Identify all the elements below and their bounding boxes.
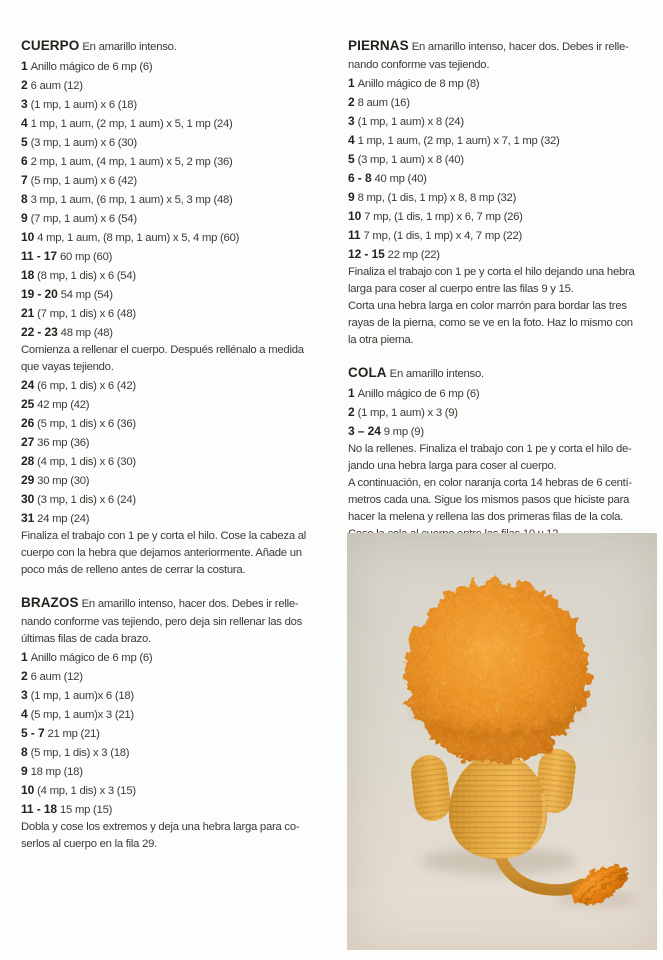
line-text: 18 mp (18) <box>30 766 83 778</box>
row-number: 19 - 20 <box>21 287 58 301</box>
line-text: 36 mp (36) <box>37 437 90 449</box>
pattern-row <box>21 762 336 781</box>
row-number: 11 <box>348 228 361 242</box>
line-text: (3 mp, 1 dis) x 6 (24) <box>37 494 136 506</box>
line-text: 6 aum (12) <box>30 80 83 92</box>
line-text: 60 mp (60) <box>60 251 113 263</box>
row-number: 22 - 23 <box>21 325 58 339</box>
pattern-row <box>21 705 336 724</box>
section-title: PIERNAS <box>348 38 409 53</box>
row-number: 27 <box>21 435 35 449</box>
pattern-text <box>21 528 336 545</box>
line-text: (4 mp, 1 dis) x 6 (30) <box>37 456 136 468</box>
row-number: 6 - 8 <box>348 171 372 185</box>
row-number: 1 <box>21 650 28 664</box>
row-number: 30 <box>21 492 35 506</box>
section-title: BRAZOS <box>21 595 79 610</box>
left-column <box>21 36 336 853</box>
line-text: Corta una hebra larga en color marrón para bordar las tres <box>348 300 627 312</box>
pattern-row <box>21 800 336 819</box>
pattern-row <box>21 152 336 171</box>
pattern-row <box>21 209 336 228</box>
right-column <box>348 36 656 543</box>
pattern-row <box>348 245 656 264</box>
pattern-row <box>348 150 656 169</box>
section-header <box>21 36 336 57</box>
row-number: 25 <box>21 397 35 411</box>
line-text: 3 mp, 1 aum, (6 mp, 1 aum) x 5, 3 mp (48) <box>30 194 233 206</box>
line-text: (1 mp, 1 aum) x 3 (9) <box>357 407 458 419</box>
row-number: 1 <box>348 386 355 400</box>
lion-mane <box>405 580 589 764</box>
row-number: 10 <box>21 230 35 244</box>
lion-arm-left <box>409 753 453 823</box>
lion-body <box>449 753 547 859</box>
pattern-text <box>21 631 336 648</box>
pattern-row <box>21 414 336 433</box>
pattern-row <box>21 171 336 190</box>
row-number: 28 <box>21 454 35 468</box>
row-number: 18 <box>21 268 35 282</box>
pattern-text <box>348 458 656 475</box>
row-number: 6 <box>21 154 28 168</box>
pattern-row <box>21 228 336 247</box>
line-text: (7 mp, 1 aum) x 6 (54) <box>30 213 137 225</box>
line-text: 21 mp (21) <box>47 728 100 740</box>
row-number: 5 - 7 <box>21 726 45 740</box>
line-text: 22 mp (22) <box>387 249 440 261</box>
section-header <box>348 363 656 384</box>
line-text: (1 mp, 1 aum) x 8 (24) <box>357 116 464 128</box>
row-number: 4 <box>21 707 28 721</box>
line-text: 15 mp (15) <box>60 804 113 816</box>
pattern-row <box>348 131 656 150</box>
row-number: 10 <box>348 209 362 223</box>
line-text: 8 mp, (1 dis, 1 mp) x 8, 8 mp (32) <box>357 192 517 204</box>
section-title: COLA <box>348 365 387 380</box>
pattern-text <box>348 315 656 332</box>
row-number: 9 <box>21 764 28 778</box>
row-number: 31 <box>21 511 35 525</box>
pattern-row <box>21 133 336 152</box>
line-text: En amarillo intenso, hacer dos. Debes ir relle- <box>81 598 299 610</box>
line-text: (5 mp, 1 dis) x 3 (18) <box>30 747 130 759</box>
row-number: 8 <box>21 745 28 759</box>
line-text: 9 mp (9) <box>383 426 424 438</box>
pattern-row <box>21 667 336 686</box>
pattern-text <box>21 359 336 376</box>
pattern-text <box>21 342 336 359</box>
pattern-row <box>348 112 656 131</box>
line-text: serlos al cuerpo en la fila 29. <box>21 838 158 850</box>
pattern-row <box>348 169 656 188</box>
pattern-row <box>21 266 336 285</box>
pattern-row <box>348 207 656 226</box>
row-number: 29 <box>21 473 35 487</box>
section-header <box>21 593 336 614</box>
line-text: (3 mp, 1 aum) x 8 (40) <box>357 154 464 166</box>
line-text: que vayas tejiendo. <box>21 361 114 373</box>
line-text: Anillo mágico de 6 mp (6) <box>30 61 153 73</box>
line-text: nando conforme vas tejiendo, pero deja sin rellenar las dos <box>21 616 303 628</box>
row-number: 8 <box>21 192 28 206</box>
line-text: 42 mp (42) <box>37 399 90 411</box>
pattern-text <box>348 509 656 526</box>
pattern-text <box>348 332 656 349</box>
section-header <box>348 36 656 57</box>
pattern-row <box>21 743 336 762</box>
line-text: 2 mp, 1 aum, (4 mp, 1 aum) x 5, 2 mp (36) <box>30 156 233 168</box>
pattern-row <box>21 648 336 667</box>
line-text: 6 aum (12) <box>30 671 83 683</box>
line-text: (6 mp, 1 dis) x 6 (42) <box>37 380 136 392</box>
row-number: 26 <box>21 416 35 430</box>
row-number: 2 <box>21 669 28 683</box>
line-text: (7 mp, 1 dis) x 6 (48) <box>37 308 136 320</box>
pattern-text <box>348 298 656 315</box>
pattern-text <box>21 562 336 579</box>
line-text: (5 mp, 1 aum)x 3 (21) <box>30 709 134 721</box>
line-text: 54 mp (54) <box>60 289 113 301</box>
line-text: Anillo mágico de 6 mp (6) <box>357 388 480 400</box>
pattern-text <box>21 836 336 853</box>
pattern-row <box>21 304 336 323</box>
pattern-row <box>21 395 336 414</box>
pattern-row <box>21 490 336 509</box>
pattern-text <box>348 475 656 492</box>
line-text: metros cada una. Sigue los mismos pasos que hiciste para <box>348 494 630 506</box>
pattern-row <box>348 384 656 403</box>
pattern-row <box>21 323 336 342</box>
row-number: 9 <box>21 211 28 225</box>
row-number: 10 <box>21 783 35 797</box>
pattern-row <box>21 781 336 800</box>
pattern-row <box>21 376 336 395</box>
pattern-text <box>21 614 336 631</box>
row-number: 2 <box>21 78 28 92</box>
line-text: En amarillo intenso. <box>82 41 177 53</box>
row-number: 12 - 15 <box>348 247 385 261</box>
pattern-row <box>21 471 336 490</box>
line-text: Finaliza el trabajo con 1 pe y corta el hilo. Cose la cabeza al <box>21 530 307 542</box>
row-number: 11 - 18 <box>21 802 57 816</box>
line-text: 1 mp, 1 aum, (2 mp, 1 aum) x 5, 1 mp (24) <box>30 118 233 130</box>
row-number: 2 <box>348 405 355 419</box>
pattern-row <box>21 686 336 705</box>
pattern-text <box>21 819 336 836</box>
line-text: 4 mp, 1 aum, (8 mp, 1 aum) x 5, 4 mp (60) <box>37 232 240 244</box>
row-number: 7 <box>21 173 28 187</box>
row-number: 3 <box>21 688 28 702</box>
pattern-row <box>21 509 336 528</box>
line-text: Comienza a rellenar el cuerpo. Después rellénalo a medida <box>21 344 304 356</box>
pattern-row <box>21 724 336 743</box>
row-number: 1 <box>348 76 355 90</box>
pattern-row <box>21 285 336 304</box>
pattern-row <box>21 247 336 266</box>
line-text: (3 mp, 1 aum) x 6 (30) <box>30 137 137 149</box>
line-text: Anillo mágico de 6 mp (6) <box>30 652 153 664</box>
line-text: cuerpo con la hebra que dejamos anteriormente. Añade un <box>21 547 302 559</box>
pattern-text <box>348 281 656 298</box>
line-text: rayas de la pierna, como se ve en la foto. Haz lo mismo con <box>348 317 633 329</box>
pattern-text <box>348 57 656 74</box>
line-text: 7 mp, (1 dis, 1 mp) x 4, 7 mp (22) <box>363 230 522 242</box>
line-text: A continuación, en color naranja corta 14 hebras de 6 centí- <box>348 477 632 489</box>
row-number: 5 <box>348 152 355 166</box>
line-text: (1 mp, 1 aum) x 6 (18) <box>30 99 137 111</box>
pattern-text <box>348 492 656 509</box>
line-text: En amarillo intenso, hacer dos. Debes ir relle- <box>411 41 629 53</box>
pattern-text <box>348 264 656 281</box>
line-text: (5 mp, 1 aum) x 6 (42) <box>30 175 137 187</box>
pattern-row <box>348 403 656 422</box>
line-text: Anillo mágico de 8 mp (8) <box>357 78 480 90</box>
line-text: nando conforme vas tejiendo. <box>348 59 490 71</box>
line-text: (8 mp, 1 dis) x 6 (54) <box>37 270 136 282</box>
pattern-row <box>348 74 656 93</box>
pattern-row <box>21 114 336 133</box>
pattern-text <box>348 441 656 458</box>
pattern-row <box>348 188 656 207</box>
pattern-row <box>21 452 336 471</box>
line-text: 40 mp (40) <box>374 173 427 185</box>
row-number: 21 <box>21 306 35 320</box>
line-text: poco más de relleno antes de cerrar la costura. <box>21 564 246 576</box>
line-text: (5 mp, 1 dis) x 6 (36) <box>37 418 136 430</box>
row-number: 2 <box>348 95 355 109</box>
line-text: 7 mp, (1 dis, 1 mp) x 6, 7 mp (26) <box>364 211 523 223</box>
row-number: 5 <box>21 135 28 149</box>
line-text: 1 mp, 1 aum, (2 mp, 1 aum) x 7, 1 mp (32) <box>357 135 560 147</box>
line-text: (1 mp, 1 aum)x 6 (18) <box>30 690 134 702</box>
line-text: En amarillo intenso. <box>389 368 484 380</box>
row-number: 1 <box>21 59 28 73</box>
line-text: 48 mp (48) <box>60 327 113 339</box>
line-text: jando una hebra larga para coser al cuerpo. <box>348 460 557 472</box>
lion-photo <box>347 533 657 950</box>
section-title: CUERPO <box>21 38 80 53</box>
row-number: 24 <box>21 378 35 392</box>
pattern-row <box>21 433 336 452</box>
line-text: No la rellenes. Finaliza el trabajo con 1 pe y corta el hilo de- <box>348 443 632 455</box>
pattern-row <box>21 57 336 76</box>
row-number: 9 <box>348 190 355 204</box>
line-text: (4 mp, 1 dis) x 3 (15) <box>37 785 136 797</box>
pattern-row <box>348 93 656 112</box>
line-text: la otra pierna. <box>348 334 414 346</box>
pattern-row <box>348 422 656 441</box>
line-text: 24 mp (24) <box>37 513 90 525</box>
pattern-row <box>21 95 336 114</box>
pattern-row <box>21 190 336 209</box>
line-text: larga para coser al cuerpo entre las filas 9 y 15. <box>348 283 574 295</box>
pattern-row <box>348 226 656 245</box>
line-text: Dobla y cose los extremos y deja una hebra larga para co- <box>21 821 300 833</box>
row-number: 11 - 17 <box>21 249 57 263</box>
line-text: 30 mp (30) <box>37 475 90 487</box>
line-text: 8 aum (16) <box>357 97 410 109</box>
line-text: hacer la melena y rellena las dos primeras filas de la cola. <box>348 511 624 523</box>
line-text: Finaliza el trabajo con 1 pe y corta el hilo dejando una hebra <box>348 266 635 278</box>
row-number: 3 <box>21 97 28 111</box>
line-text: últimas filas de cada brazo. <box>21 633 151 645</box>
pattern-row <box>21 76 336 95</box>
row-number: 3 – 24 <box>348 424 381 438</box>
row-number: 4 <box>348 133 355 147</box>
row-number: 3 <box>348 114 355 128</box>
row-number: 4 <box>21 116 28 130</box>
pattern-text <box>21 545 336 562</box>
